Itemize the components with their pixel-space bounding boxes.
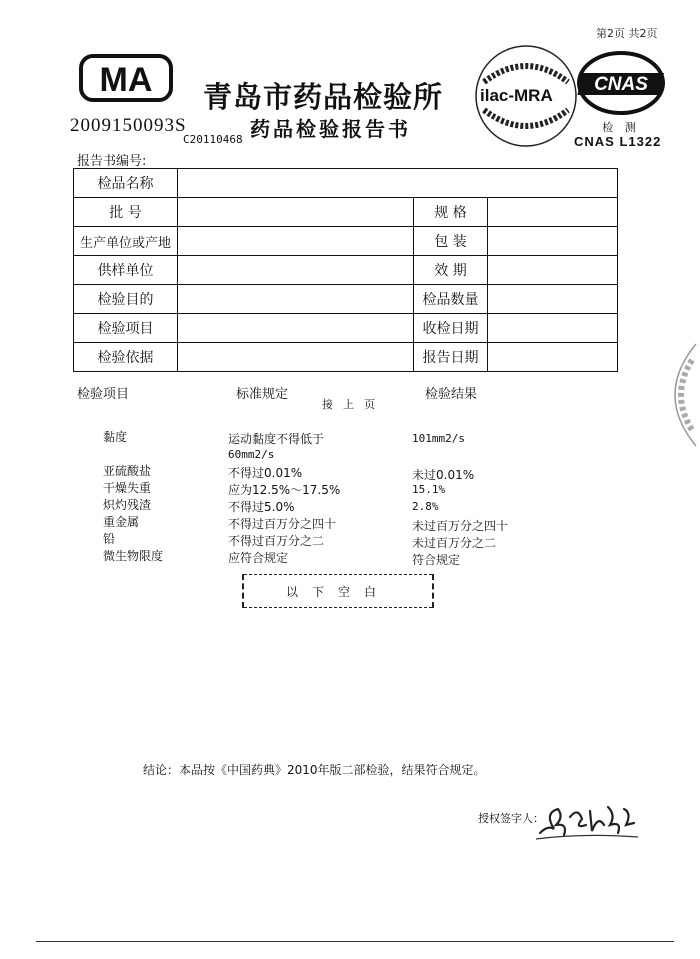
result-value: 15.1% — [412, 483, 446, 496]
result-standard: 不得过百万分之四十 — [228, 517, 337, 531]
purpose-label: 检验目的 — [74, 285, 178, 314]
cnas-logo — [574, 45, 669, 135]
svg-text:检 测: 检 测 — [602, 121, 640, 134]
col-header-standard: 标准规定 — [236, 387, 289, 402]
expiry-value — [488, 256, 618, 285]
result-item: 亚硫酸盐 — [103, 464, 152, 478]
blank-below-text: 以下空白 — [285, 585, 390, 599]
svg-text:ilac-MRA: ilac-MRA — [480, 86, 553, 105]
result-item: 干燥失重 — [103, 481, 152, 495]
ma-certification-logo — [78, 53, 174, 103]
report-date-value — [488, 343, 618, 372]
result-item: 炽灼残渣 — [103, 498, 152, 512]
spec-label: 规 格 — [414, 198, 488, 227]
result-value: 未过0.01% — [412, 468, 475, 482]
svg-text:CNAS: CNAS — [594, 74, 648, 95]
packaging-label: 包 装 — [414, 227, 488, 256]
certificate-number: 2009150093S — [70, 115, 187, 136]
spec-value — [488, 198, 618, 227]
basis-value — [178, 343, 414, 372]
sample-info-table — [73, 168, 618, 372]
quantity-value — [488, 285, 618, 314]
blank-below-box — [242, 574, 434, 608]
result-item: 重金属 — [103, 515, 140, 529]
receive-date-value — [488, 314, 618, 343]
result-value: 未过百万分之二 — [412, 536, 497, 550]
col-header-item: 检验项目 — [77, 387, 130, 402]
result-value: 2.8% — [412, 500, 439, 513]
institute-title: 青岛市药品检验所 — [203, 80, 444, 114]
report-number-label: 报告书编号: — [77, 154, 147, 169]
result-item: 铅 — [103, 532, 116, 546]
result-standard: 运动黏度不得低于 — [228, 432, 325, 446]
ilac-mra-logo — [470, 40, 582, 152]
manufacturer-label: 生产单位或产地 — [74, 227, 178, 256]
certificate-sub-number: C20110468 — [183, 133, 243, 146]
batch-no-label: 批 号 — [74, 198, 178, 227]
cnas-number: CNAS L1322 — [574, 134, 662, 149]
col-header-result: 检验结果 — [425, 387, 478, 402]
result-standard: 不得过0.01% — [228, 466, 303, 480]
bottom-rule — [36, 941, 674, 942]
svg-text:MA: MA — [99, 61, 153, 99]
result-value: 符合规定 — [412, 553, 461, 567]
report-title: 药品检验报告书 — [250, 117, 411, 141]
supplier-value — [178, 256, 414, 285]
conclusion-text: 结论：本品按《中国药典》2010年版二部检验，结果符合规定。 — [143, 763, 486, 777]
result-standard: 应符合规定 — [228, 551, 289, 565]
items-value — [178, 314, 414, 343]
result-item: 黏度 — [103, 430, 128, 444]
result-item: 微生物限度 — [103, 549, 164, 563]
basis-label: 检验依据 — [74, 343, 178, 372]
result-standard-line2: 60mm2/s — [228, 448, 275, 461]
batch-no-value — [178, 198, 414, 227]
result-value: 未过百万分之四十 — [412, 519, 509, 533]
manufacturer-value — [178, 227, 414, 256]
sample-name-value — [178, 169, 618, 198]
packaging-value — [488, 227, 618, 256]
result-value: 101mm2/s — [412, 432, 465, 445]
receive-date-label: 收检日期 — [414, 314, 488, 343]
page-indicator: 第2页 共2页 — [596, 27, 658, 40]
report-date-label: 报告日期 — [414, 343, 488, 372]
quantity-label: 检品数量 — [414, 285, 488, 314]
sample-name-label: 检品名称 — [74, 169, 178, 198]
result-standard: 应为12.5%～17.5% — [228, 483, 341, 497]
purpose-value — [178, 285, 414, 314]
signer-label: 授权签字人： — [478, 812, 544, 825]
supplier-label: 供样单位 — [74, 256, 178, 285]
continued-label: 接上页 — [322, 398, 385, 411]
expiry-label: 效 期 — [414, 256, 488, 285]
partial-seal-stamp — [648, 340, 698, 450]
handwritten-signature — [534, 795, 644, 845]
result-standard: 不得过百万分之二 — [228, 534, 325, 548]
items-label: 检验项目 — [74, 314, 178, 343]
result-standard: 不得过5.0% — [228, 500, 295, 514]
